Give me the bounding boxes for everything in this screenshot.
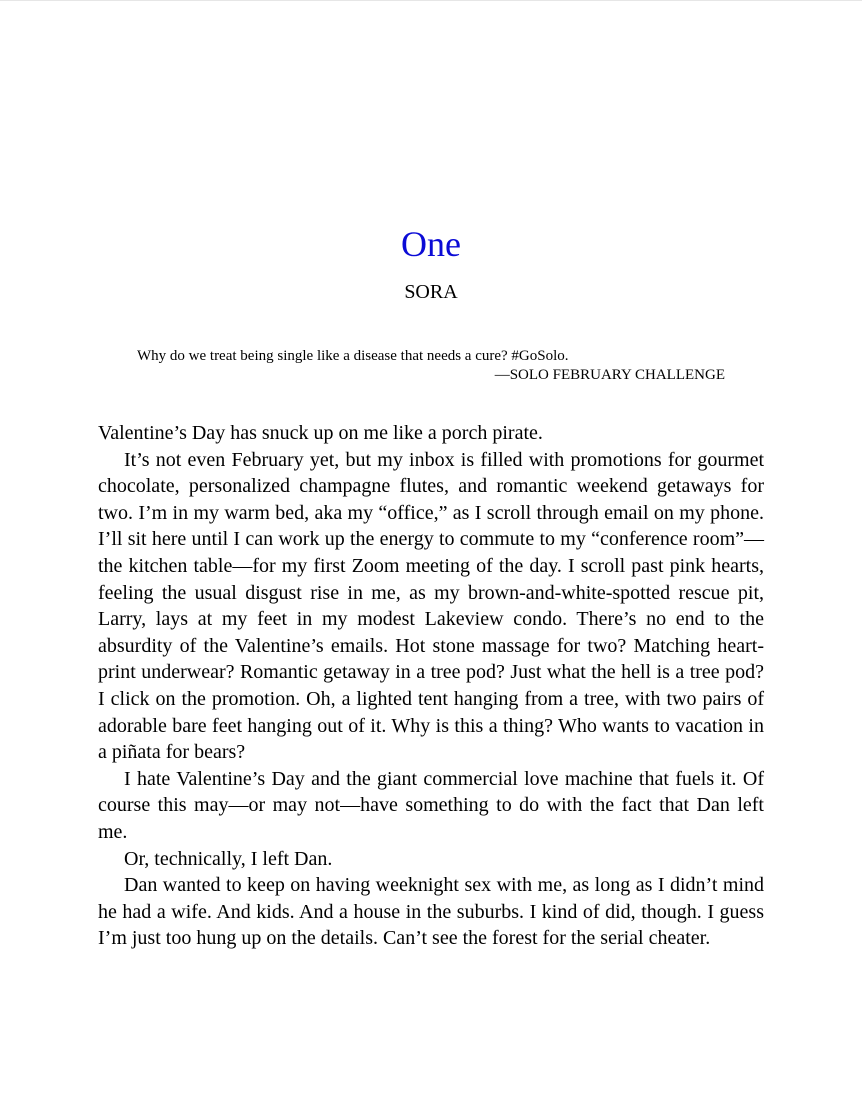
paragraph: Valentine’s Day has snuck up on me like a porch pirate. (98, 422, 543, 444)
paragraph: Or, technically, I left Dan. (124, 847, 333, 870)
paragraph: It’s not even February yet, but my inbox is filled with promotions for gourmet chocolate, personalized champagne flutes, and romantic weekend getaways for two. I’m in my warm bed, aka my “office,” as I scroll through email on my phone. I’ll sit here until I can work up the energy to commute to my “conference room”—the kitchen table—for my first Zoom meeting of the day. I scroll past pink hearts, feeling the usual disgust rise in me, as my brown-and-white-spotted rescue pit, Larry, lays at my feet in my modest Lakeview condo. There’s no end to the absurdity of the Valentine’s emails. Hot stone massage for two? Matching heart-print underwear? Romantic getaway in a tree pod? Just what the hell is a tree pod? I click on the promotion. Oh, a lighted tent hanging from a tree, with two pairs of adorable bare feet hanging out of it. Why is this a thing? Who wants to vacation in a piñata for bears? (98, 448, 764, 764)
chapter-subtitle: SORA (404, 281, 458, 303)
epigraph (137, 347, 725, 385)
chapter-body (98, 420, 764, 952)
page-top-border (0, 0, 862, 1)
chapter-title: One (401, 224, 461, 264)
paragraph: Dan wanted to keep on having weeknight sex with me, as long as I didn’t mind he had a wife. And kids. And a house in the suburbs. I kind of did, though. I guess I’m just too hung up on the details. Can’t see the forest for the serial cheater. (98, 874, 764, 950)
epigraph-attribution: —SOLO FEBRUARY CHALLENGE (494, 367, 725, 383)
epigraph-quote: Why do we treat being single like a disease that needs a cure? #GoSolo. (137, 348, 569, 364)
paragraph: I hate Valentine’s Day and the giant commercial love machine that fuels it. Of course this may—or may not—have something to do with the fact that Dan left me. (98, 767, 764, 843)
